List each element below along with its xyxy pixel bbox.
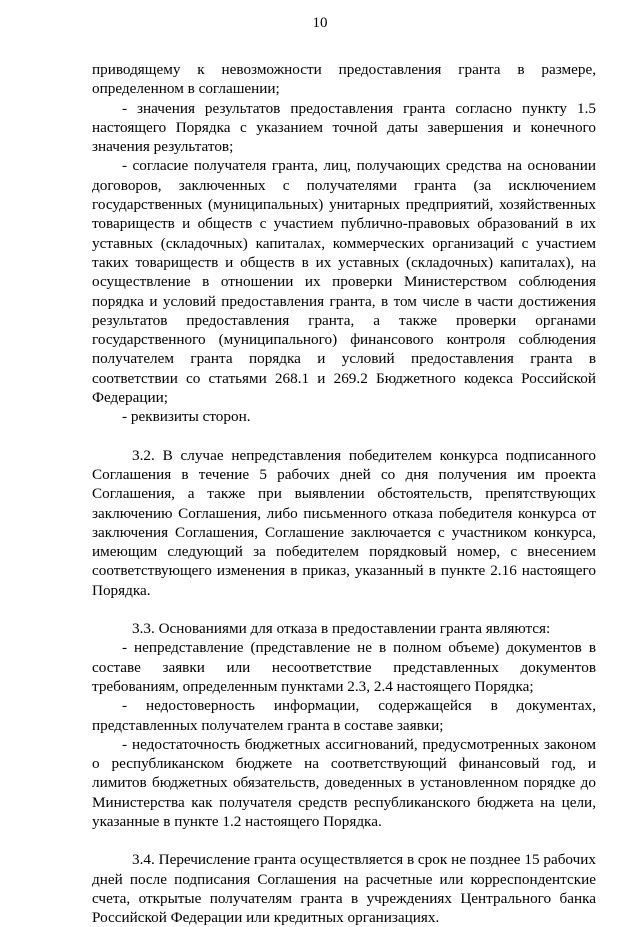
paragraph-continuation: приводящему к невозможности предоставления гранта в размере, определенном в соглашении;	[92, 61, 596, 98]
list-item: - непредставление (представление не в полном объеме) документов в составе заявки или несоответствие представленных документов требованиям, определенным пунктами 2.3, 2.4 настоящего Порядка;	[92, 639, 596, 695]
list-item: - недостоверность информации, содержащейся в документах, представленных получателем гранта в составе заявки;	[92, 697, 596, 734]
list-item-results: - значения результатов предоставления гранта согласно пункту 1.5 настоящего Порядка с указанием точной даты завершения и конечного значения результатов;	[92, 99, 596, 156]
page-number: 10	[312, 15, 328, 31]
section-3-4: 3.4. Перечисление гранта осуществляется в срок не позднее 15 рабочих дней после подписания Соглашения на расчетные или корреспондентские счета, открытые получателям гранта в учреждениях Центрального банка Российской Федерации или кредитных организациях.	[92, 851, 596, 927]
document-body	[92, 60, 596, 927]
list-item: - недостаточность бюджетных ассигнований, предусмотренных законом о республиканском бюджете на соответствующий финансовый год, и лимитов бюджетных обязательств, доведенных в установленном порядке до Министерства как получателя средств республиканского бюджета на цели, указанные в пункте 1.2 настоящего Порядка.	[92, 735, 596, 830]
section-3-2: 3.2. В случае непредставления победителем конкурса подписанного Соглашения в течение 5 рабочих дней со дня получения им проекта Соглашения, а также при выявлении обстоятельств, препятствующих заключению Соглашения, либо письменного отказа победителя конкурса от заключения Соглашения, Соглашение заключается с участником конкурса, имеющим следующий за победителем порядковый номер, с внесением соответствующего изменения в приказ, указанный в пункте 2.16 настоящего Порядка.	[92, 446, 596, 599]
section-3-3-heading: 3.3. Основаниями для отказа в предоставлении гранта являются:	[132, 620, 551, 638]
list-item-consent: - согласие получателя гранта, лиц, получающих средства на основании договоров, заключенных с получателями гранта (за исключением государственных (муниципальных) унитарных предприятий, хозяйственных товариществ и обществ с участием публично-правовых образований в их уставных (складочных) капиталах, коммерческих организаций с участием таких товариществ и обществ в их уставных (складочных) капиталах), на осуществление в отношении их проверки Министерством соблюдения порядка и условий предоставления гранта, в том числе в части достижения результатов предоставления гранта, а также проверки органами государственного (муниципального) финансового контроля соблюдения получателем гранта порядка и условий предоставления гранта в соответствии со статьями 268.1 и 269.2 Бюджетного кодекса Российской Федерации;	[92, 157, 596, 407]
list-item-requisites: - реквизиты сторон.	[122, 408, 251, 426]
